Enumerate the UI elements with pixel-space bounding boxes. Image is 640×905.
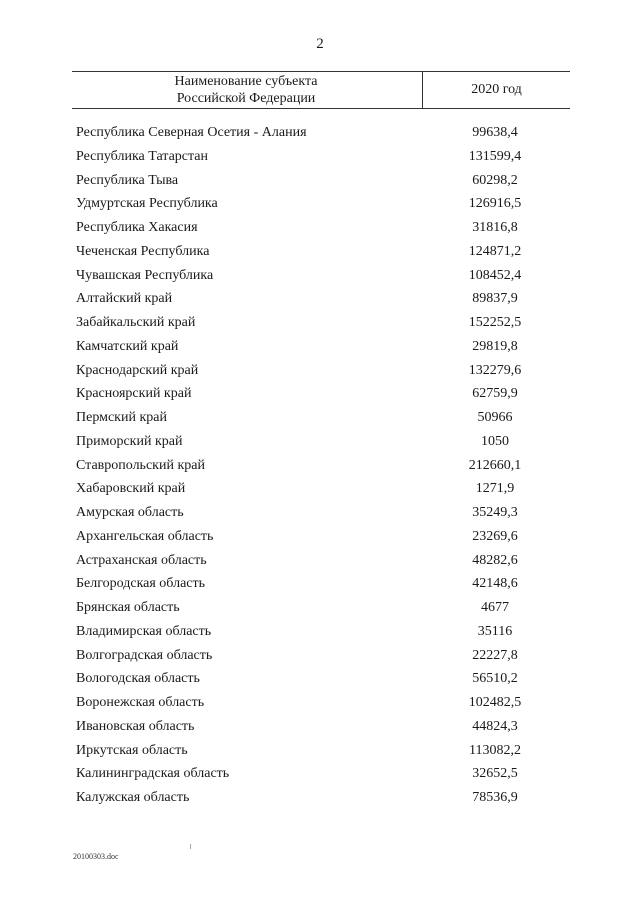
table-header [72,71,570,109]
region-name: Чеченская Республика [76,243,210,259]
region-name: Астраханская область [76,552,207,568]
table-row [0,219,640,243]
region-value: 113082,2 [469,742,521,758]
region-name: Волгоградская область [76,647,213,663]
region-value: 102482,5 [468,695,522,710]
region-name: Республика Тыва [76,172,179,188]
region-value: 78536,9 [472,790,518,805]
region-name: Брянская область [76,600,180,615]
region-name: Удмуртская Республика [76,196,218,212]
region-value: 4677 [481,600,509,615]
region-value: 132279,6 [468,362,522,378]
table-body [0,124,640,813]
header-year-column: 2020 год [471,82,522,97]
header-name-line2: Российской Федерации [176,91,316,106]
table-row [0,575,640,599]
region-value: 44824,3 [472,718,518,734]
region-name: Калужская область [76,790,190,805]
table-row [0,552,640,576]
region-name: Камчатский край [76,338,179,354]
region-name: Чувашская Республика [76,267,214,283]
page-number: 2 [316,36,324,52]
table-row [0,765,640,789]
table-row [0,362,640,386]
table-row [0,480,640,504]
region-value: 152252,5 [468,315,522,330]
region-name: Владимирская область [76,623,212,639]
region-value: 32652,5 [472,766,518,782]
table-row [0,433,640,457]
table-row [0,647,640,671]
region-name: Забайкальский край [76,315,196,330]
region-name: Республика Северная Осетия - Алания [76,125,307,140]
table-row [0,742,640,766]
region-value: 62759,9 [472,386,518,402]
table-row [0,290,640,314]
region-name: Вологодская область [76,671,200,687]
region-name: Пермский край [76,410,167,425]
table-row [0,385,640,409]
region-name: Амурская область [76,505,184,520]
region-value: 212660,1 [468,457,522,473]
table-row [0,599,640,623]
region-value: 35249,3 [472,505,518,520]
region-value: 89837,9 [472,291,518,307]
region-name: Приморский край [76,433,183,449]
region-value: 23269,6 [472,528,518,544]
region-name: Иркутская область [76,742,188,758]
region-value: 35116 [477,623,513,639]
region-value: 1271,9 [475,481,515,497]
table-row [0,528,640,552]
region-value: 50966 [477,410,513,425]
region-name: Воронежская область [76,695,205,710]
table-row [0,409,640,433]
page-mark [190,844,191,849]
region-name: Республика Татарстан [76,148,209,164]
table-row [0,789,640,813]
region-value: 124871,2 [468,243,522,259]
region-value: 131599,4 [468,148,522,164]
table-row [0,338,640,362]
region-value: 48282,6 [472,552,518,568]
header-name-column [72,72,420,108]
region-value: 31816,8 [472,220,518,235]
region-value: 108452,4 [468,267,522,283]
table-row [0,267,640,291]
table-row [0,195,640,219]
region-value: 29819,8 [472,338,518,354]
table-row [0,457,640,481]
region-name: Ставропольский край [76,457,205,473]
region-name: Алтайский край [76,291,173,307]
region-value: 56510,2 [472,671,518,687]
region-name: Красноярский край [76,386,192,402]
table-row [0,148,640,172]
region-name: Хабаровский край [76,481,186,497]
region-value: 22227,8 [472,647,518,663]
table-row [0,124,640,148]
region-value: 60298,2 [472,172,518,188]
table-row [0,718,640,742]
region-name: Белгородская область [76,576,206,592]
table-row [0,172,640,196]
region-name: Ивановская область [76,718,195,734]
region-name: Республика Хакасия [76,220,198,235]
region-name: Краснодарский край [76,362,199,378]
region-value: 1050 [481,433,509,449]
region-value: 99638,4 [472,125,518,140]
table-row [0,314,640,338]
table-row [0,623,640,647]
table-row [0,243,640,267]
region-name: Архангельская область [76,528,214,544]
table-row [0,504,640,528]
region-value: 42148,6 [472,576,518,592]
footer-filename: 20100303.doc [73,852,119,861]
header-name-line1: Наименование субъекта [174,74,318,89]
table-row [0,694,640,718]
table-row [0,670,640,694]
region-value: 126916,5 [468,196,522,212]
region-name: Калининградская область [76,766,230,782]
